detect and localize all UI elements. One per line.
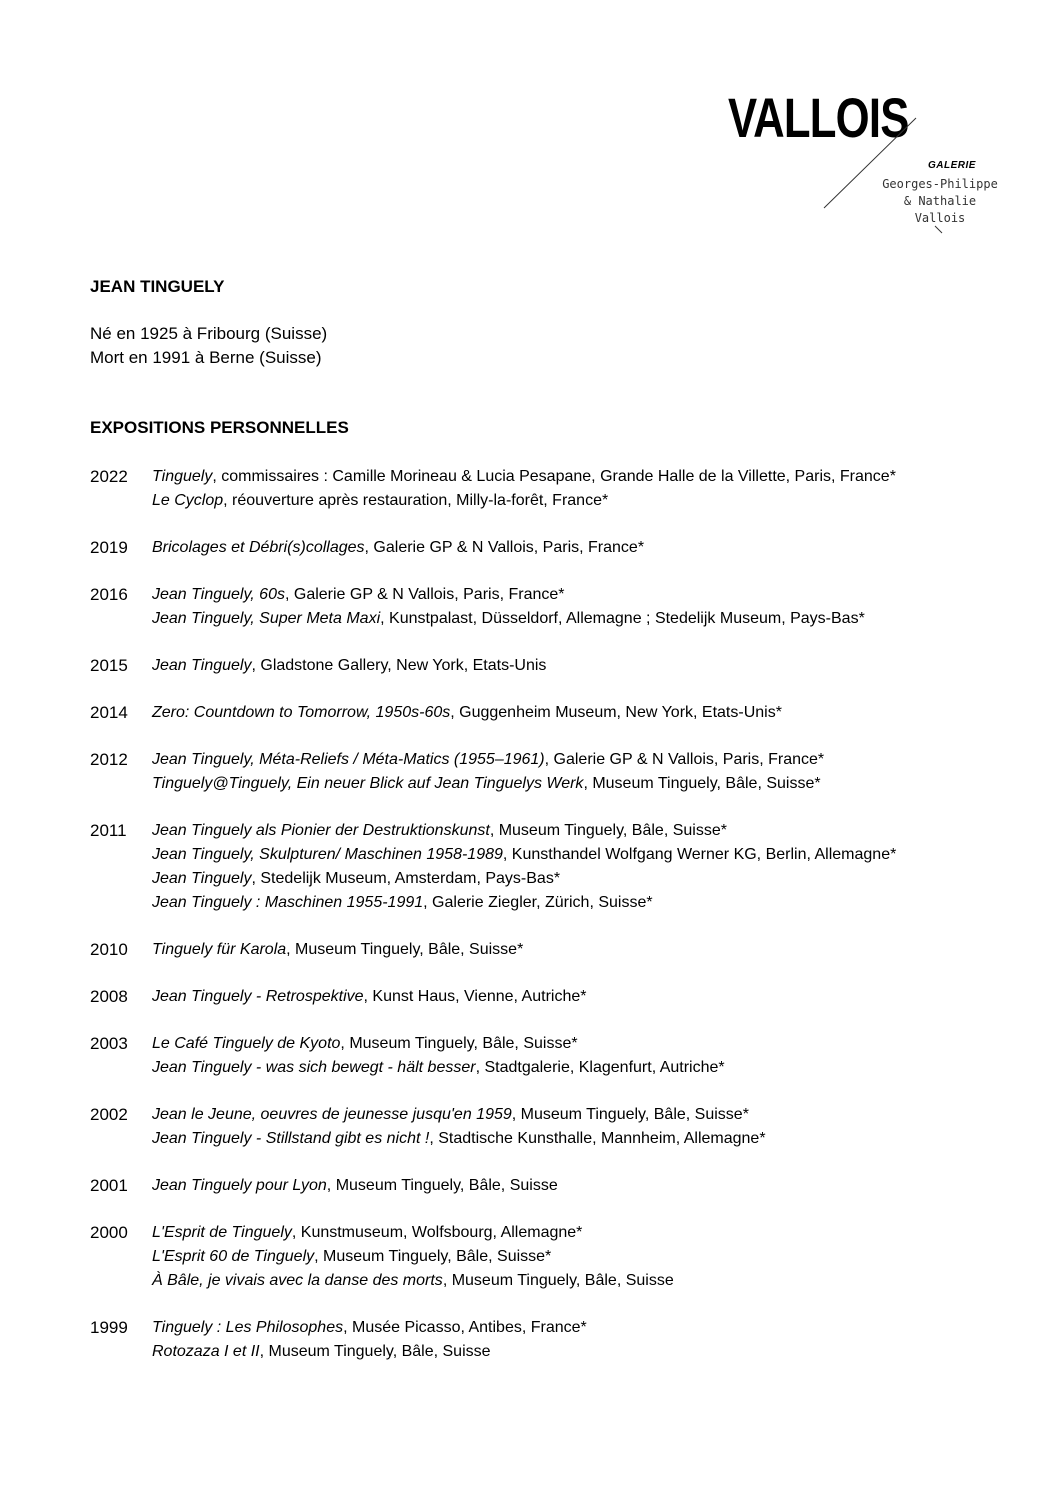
exhibition-entry — [90, 1103, 1030, 1151]
exhibition-venue: , Museum Tinguely, Bâle, Suisse — [259, 1343, 491, 1360]
exhibition-line — [152, 701, 1030, 725]
exhibition-venue: , Museum Tinguely, Bâle, Suisse* — [340, 1035, 578, 1052]
exhibition-line — [152, 772, 1030, 796]
exhibition-line — [152, 1269, 1030, 1293]
exhibition-lines — [152, 819, 1030, 915]
exhibition-title: L'Esprit de Tinguely — [152, 1224, 292, 1241]
exhibition-entry — [90, 819, 1030, 915]
exhibition-lines — [152, 583, 1030, 631]
exhibition-title: Tinguely — [152, 468, 213, 485]
exhibition-line — [152, 536, 1030, 560]
exhibition-lines — [152, 748, 1030, 796]
exhibition-entry — [90, 748, 1030, 796]
exhibition-title: Rotozaza I et II — [152, 1343, 260, 1360]
exhibition-venue: , Museum Tinguely, Bâle, Suisse* — [583, 775, 821, 792]
birth-info: Né en 1925 à Fribourg (Suisse) — [90, 324, 328, 343]
exhibition-entry — [90, 583, 1030, 631]
exhibition-lines — [152, 1032, 1030, 1080]
logo-gallery-name — [880, 176, 1000, 227]
exhibition-entry — [90, 701, 1030, 725]
exhibition-lines — [152, 654, 1030, 678]
exhibition-line — [152, 607, 1030, 631]
exhibition-venue: , Guggenheim Museum, New York, Etats-Unis* — [450, 704, 782, 721]
exhibition-year: 2022 — [90, 467, 128, 486]
exhibition-year: 2014 — [90, 703, 128, 722]
logo-name-line: & Nathalie — [903, 194, 977, 208]
exhibition-lines — [152, 938, 1030, 962]
exhibition-line — [152, 1103, 1030, 1127]
section-title: EXPOSITIONS PERSONNELLES — [90, 418, 349, 437]
exhibition-line — [152, 1221, 1030, 1245]
exhibition-lines — [152, 1103, 1030, 1151]
exhibition-entry — [90, 1221, 1030, 1293]
exhibition-entry — [90, 938, 1030, 962]
exhibition-lines — [152, 1316, 1030, 1364]
exhibition-venue: , Gladstone Gallery, New York, Etats-Unis — [251, 657, 547, 674]
exhibition-lines — [152, 1174, 1030, 1198]
logo-name-line: Georges-Philippe — [882, 177, 998, 191]
exhibition-title: À Bâle, je vivais avec la danse des morts — [152, 1272, 443, 1289]
exhibition-line — [152, 867, 1030, 891]
exhibition-entry — [90, 1316, 1030, 1364]
exhibition-title: Jean Tinguely, 60s — [152, 586, 285, 603]
exhibition-title: Jean Tinguely - was sich bewegt - hält besser — [152, 1059, 476, 1076]
exhibition-line — [152, 1032, 1030, 1056]
exhibition-year: 2001 — [90, 1176, 128, 1195]
exhibition-title: Jean Tinguely pour Lyon — [152, 1177, 327, 1194]
exhibition-list — [90, 465, 1030, 1387]
exhibition-title: Tinguely für Karola — [152, 941, 287, 958]
exhibition-line — [152, 819, 1030, 843]
exhibition-title: Jean Tinguely - Stillstand gibt es nicht ! — [152, 1130, 430, 1147]
death-info: Mort en 1991 à Berne (Suisse) — [90, 348, 322, 367]
exhibition-year: 2019 — [90, 538, 128, 557]
exhibition-venue: , Galerie GP & N Vallois, Paris, France* — [364, 539, 645, 556]
exhibition-lines — [152, 465, 1030, 513]
exhibition-line — [152, 1340, 1030, 1364]
exhibition-entry — [90, 985, 1030, 1009]
exhibition-lines — [152, 701, 1030, 725]
exhibition-entry — [90, 1032, 1030, 1080]
exhibition-year: 2010 — [90, 940, 128, 959]
logo-wordmark: VALLOIS — [728, 86, 909, 149]
exhibition-year: 2011 — [90, 821, 127, 840]
exhibition-venue: , Kunstpalast, Düsseldorf, Allemagne ; Stedelijk Museum, Pays-Bas* — [380, 610, 865, 627]
artist-bio — [90, 322, 327, 370]
exhibition-title: Tinguely@Tinguely, Ein neuer Blick auf Jean Tinguelys Werk — [152, 775, 584, 792]
exhibition-line — [152, 1056, 1030, 1080]
exhibition-title: Jean Tinguely : Maschinen 1955-1991 — [152, 894, 424, 911]
exhibition-venue: , Galerie GP & N Vallois, Paris, France* — [284, 586, 565, 603]
exhibition-year: 2003 — [90, 1034, 128, 1053]
exhibition-line — [152, 1245, 1030, 1269]
exhibition-title: L'Esprit 60 de Tinguely — [152, 1248, 315, 1265]
exhibition-venue: , Museum Tinguely, Bâle, Suisse* — [286, 941, 524, 958]
exhibition-venue: , Stadtische Kunsthalle, Mannheim, Allemagne* — [429, 1130, 766, 1147]
exhibition-lines — [152, 536, 1030, 560]
exhibition-title: Jean Tinguely — [152, 870, 252, 887]
exhibition-title: Jean le Jeune, oeuvres de jeunesse jusqu'en 1959 — [152, 1106, 512, 1123]
exhibition-line — [152, 1316, 1030, 1340]
exhibition-title: Jean Tinguely als Pionier der Destruktionskunst — [152, 822, 490, 839]
exhibition-title: Jean Tinguely, Méta-Reliefs / Méta-Matics (1955–1961) — [152, 751, 545, 768]
exhibition-entry — [90, 654, 1030, 678]
exhibition-lines — [152, 985, 1030, 1009]
exhibition-line — [152, 654, 1030, 678]
exhibition-venue: , Museum Tinguely, Bâle, Suisse* — [489, 822, 727, 839]
logo-name-line: Vallois — [914, 211, 966, 225]
exhibition-venue: , Museum Tinguely, Bâle, Suisse* — [314, 1248, 552, 1265]
exhibition-line — [152, 583, 1030, 607]
exhibition-year: 2016 — [90, 585, 128, 604]
exhibition-line — [152, 465, 1030, 489]
exhibition-venue: , Museum Tinguely, Bâle, Suisse* — [511, 1106, 749, 1123]
exhibition-title: Le Café Tinguely de Kyoto — [152, 1035, 341, 1052]
exhibition-venue: , Stadtgalerie, Klagenfurt, Autriche* — [475, 1059, 725, 1076]
exhibition-title: Tinguely : Les Philosophes — [152, 1319, 344, 1336]
exhibition-title: Bricolages et Débri(s)collages — [152, 539, 365, 556]
gallery-logo — [720, 80, 1020, 250]
exhibition-venue: , Kunstmuseum, Wolfsbourg, Allemagne* — [291, 1224, 583, 1241]
logo-tick-mark — [934, 225, 944, 235]
exhibition-title: Jean Tinguely — [152, 657, 252, 674]
exhibition-venue: , Galerie Ziegler, Zürich, Suisse* — [423, 894, 653, 911]
exhibition-year: 2008 — [90, 987, 128, 1006]
exhibition-year: 1999 — [90, 1318, 128, 1337]
exhibition-venue: , Stedelijk Museum, Amsterdam, Pays-Bas* — [251, 870, 561, 887]
exhibition-line — [152, 1127, 1030, 1151]
exhibition-venue: , Musée Picasso, Antibes, France* — [343, 1319, 587, 1336]
exhibition-title: Jean Tinguely, Skulpturen/ Maschinen 1958-1989 — [152, 846, 503, 863]
exhibition-venue: , réouverture après restauration, Milly-la-forêt, France* — [223, 492, 609, 509]
exhibition-year: 2002 — [90, 1105, 128, 1124]
exhibition-title: Zero: Countdown to Tomorrow, 1950s-60s — [152, 704, 451, 721]
exhibition-venue: , Kunsthandel Wolfgang Werner KG, Berlin, Allemagne* — [502, 846, 897, 863]
exhibition-entry — [90, 536, 1030, 560]
exhibition-venue: , Kunst Haus, Vienne, Autriche* — [363, 988, 587, 1005]
exhibition-title: Jean Tinguely - Retrospektive — [152, 988, 364, 1005]
exhibition-line — [152, 1174, 1030, 1198]
exhibition-line — [152, 891, 1030, 915]
exhibition-venue: , Museum Tinguely, Bâle, Suisse — [326, 1177, 558, 1194]
exhibition-year: 2012 — [90, 750, 128, 769]
exhibition-line — [152, 938, 1030, 962]
artist-name: JEAN TINGUELY — [90, 277, 225, 296]
exhibition-title: Jean Tinguely, Super Meta Maxi — [152, 610, 381, 627]
exhibition-venue: , commissaires : Camille Morineau & Lucia Pesapane, Grande Halle de la Villette, Paris, France* — [212, 468, 896, 485]
exhibition-line — [152, 748, 1030, 772]
exhibition-year: 2000 — [90, 1223, 128, 1242]
exhibition-line — [152, 985, 1030, 1009]
exhibition-entry — [90, 1174, 1030, 1198]
exhibition-venue: , Museum Tinguely, Bâle, Suisse — [442, 1272, 674, 1289]
exhibition-lines — [152, 1221, 1030, 1293]
exhibition-venue: , Galerie GP & N Vallois, Paris, France* — [544, 751, 825, 768]
exhibition-entry — [90, 465, 1030, 513]
logo-galerie-label: GALERIE — [928, 160, 976, 171]
exhibition-title: Le Cyclop — [152, 492, 224, 509]
exhibition-line — [152, 843, 1030, 867]
exhibition-line — [152, 489, 1030, 513]
exhibition-year: 2015 — [90, 656, 128, 675]
